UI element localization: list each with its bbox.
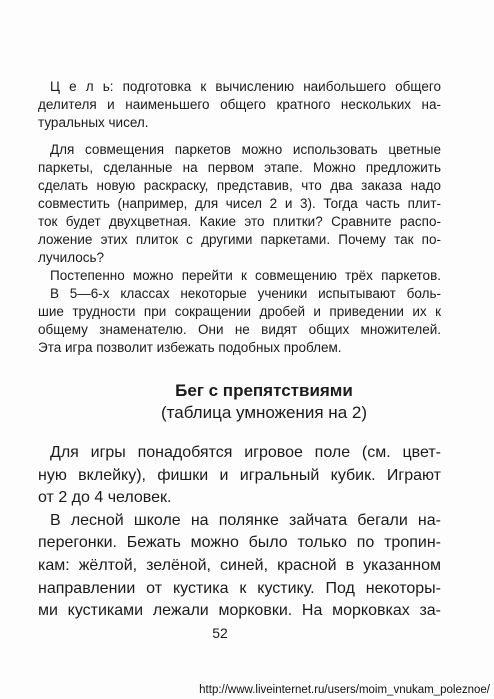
text-line: перегонки. Бежать можно было только по тропин- <box>38 534 441 552</box>
text-line: общему знаменателю. Они не видят общих множителей. <box>38 322 441 337</box>
page-number: 52 <box>212 625 228 641</box>
text-line: сделать новую раскраску, представив, что два заказа надо <box>38 178 441 193</box>
text-line: В лесной школе на полянке зайчата бегали на- <box>50 511 441 529</box>
paragraph <box>38 285 441 357</box>
text-line: ложение этих плиток с другими паркетами. Почему так по- <box>38 232 441 247</box>
section-subtitle: (таблица умножения на 2) <box>161 403 367 422</box>
intro-notes <box>38 141 441 357</box>
section-title: Бег с препятствиями <box>175 381 353 400</box>
goal-paragraph <box>38 78 441 132</box>
text-line: ми кустиками лежали морковки. На морковках за- <box>38 602 441 620</box>
text-line: В 5—6-х классах некоторые ученики испытывают боль- <box>50 286 441 301</box>
text-line: Ц е л ь: подготовка к вычислению наибольшего общего <box>50 79 441 94</box>
text-line: делителя и наименьшего общего кратного нескольких на- <box>38 97 441 112</box>
text-line: шие трудности при сокращении дробей и приведении их к <box>38 304 441 319</box>
text-line: совместить (например, для чисел 2 и 3). Тогда часть плит- <box>38 196 441 211</box>
paragraph <box>38 267 441 285</box>
text-line: паркеты, сделанные на первом этапе. Можно предложить <box>38 160 441 175</box>
text-line: лучилось? <box>38 250 105 265</box>
text-line: Эта игра позволит избежать подобных проблем. <box>38 340 342 355</box>
text-line: кам: жёлтой, зелёной, синей, красной в указанном <box>38 556 441 574</box>
text-line: туральных чисел. <box>38 115 149 130</box>
text-line: от 2 до 4 человек. <box>38 489 172 507</box>
game-description <box>38 442 441 623</box>
text-line: Для совмещения паркетов можно использовать цветные <box>50 142 441 157</box>
text-line: Постепенно можно перейти к совмещению трёх паркетов. <box>50 268 441 283</box>
text-line: ток будет двухцветная. Какие это плитки? Сравните распо- <box>38 214 441 229</box>
source-url: http://www.liveinternet.ru/users/moim_vnukam_poleznoe/ <box>199 684 490 696</box>
paragraph <box>38 442 441 510</box>
text-line: направлении от кустика к кустику. Под некоторы- <box>38 579 441 597</box>
paragraph <box>38 141 441 267</box>
text-line: Для игры понадобятся игровое поле (см. цвет- <box>50 444 441 461</box>
paragraph <box>38 510 441 623</box>
text-line: ную вклейку), фишки и игральный кубик. Играют <box>38 466 441 484</box>
